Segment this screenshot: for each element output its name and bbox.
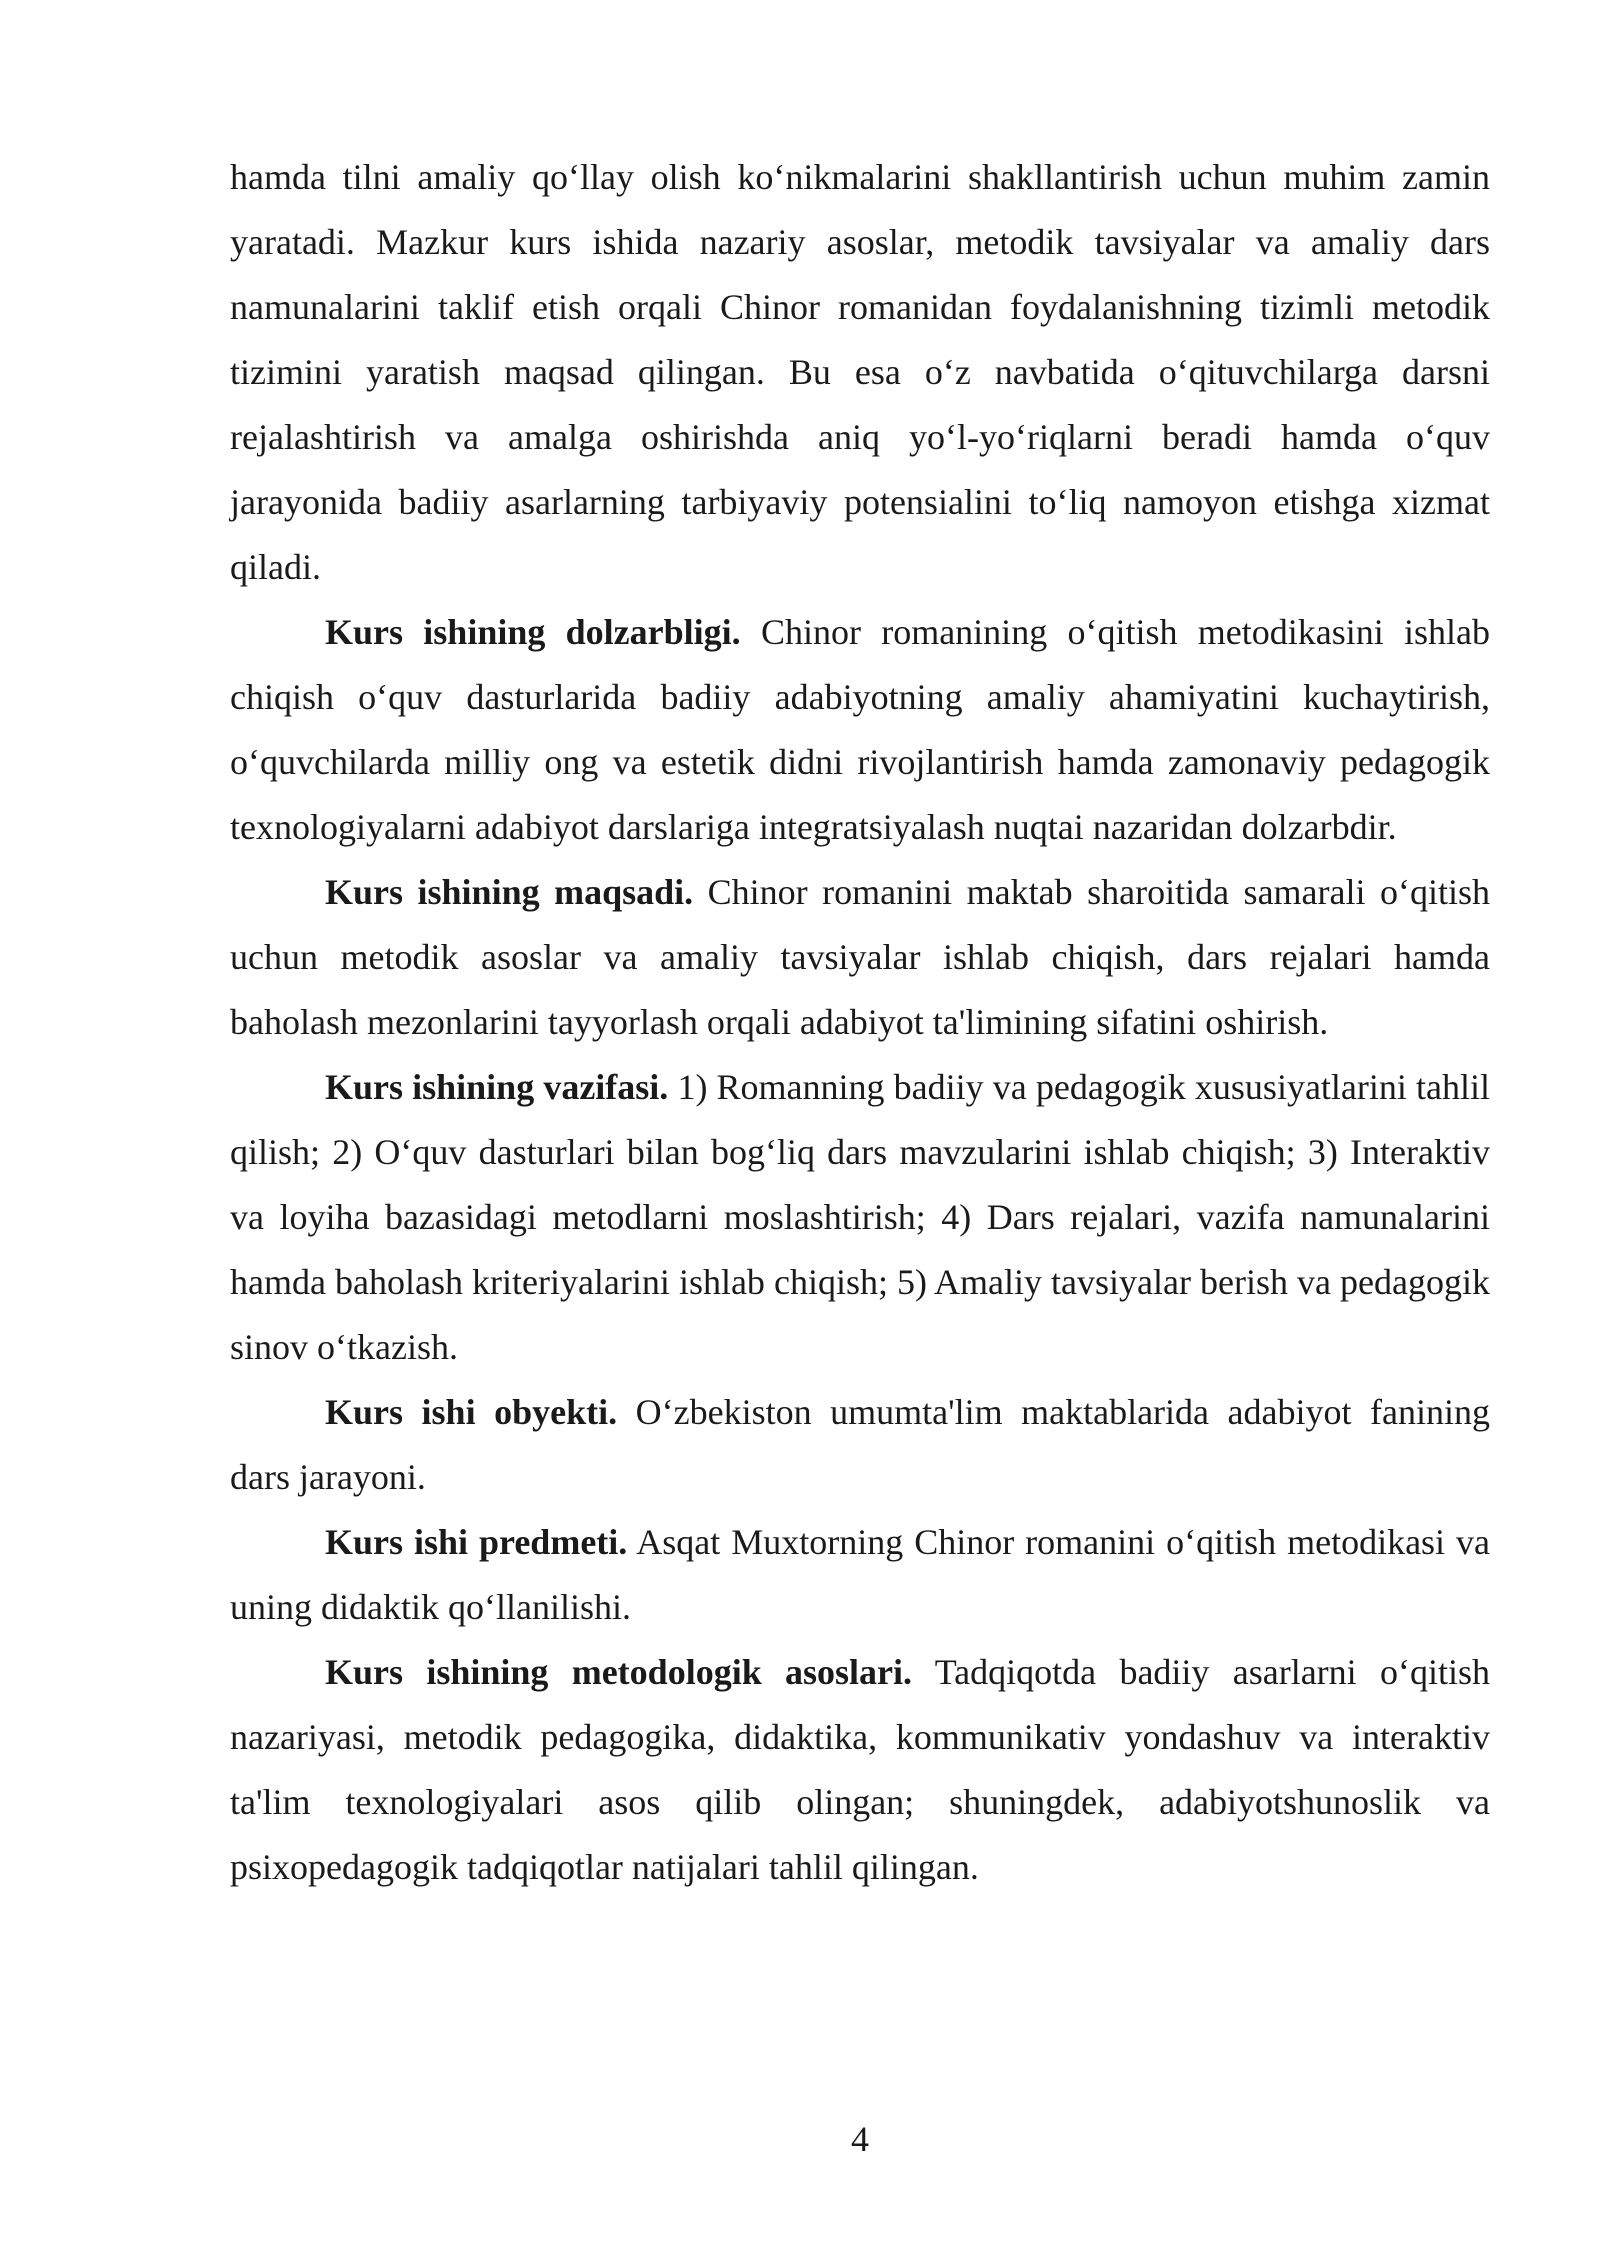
- paragraph-methodology: [230, 1640, 1490, 1900]
- paragraph-text: Chinor romanining o‘qitish metodikasini ishlab chiqish o‘quv dasturlarida badiiy adabiyotning amaliy ahamiyatini kuchaytirish, o‘quvchilarda milliy ong va estetik didni rivojlantirish hamda zamonaviy pedagogik texnologiyalarni adabiyot darslariga integratsiyalash nuqtai nazaridan dolzarbdir.: [230, 612, 1490, 847]
- paragraph-text: Tadqiqotda badiiy asarlarni o‘qitish nazariyasi, metodik pedagogika, didaktika, kommunikativ yondashuv va interaktiv ta'lim texnologiyalari asos qilib olingan; shuningdek, adabiyotshunoslik va psixopedagogik tadqiqotlar natijalari tahlil qilingan.: [230, 1652, 1490, 1887]
- paragraph-relevance: [230, 600, 1490, 860]
- paragraph-goal: [230, 860, 1490, 1055]
- paragraph-heading: Kurs ishi predmeti.: [325, 1522, 628, 1562]
- paragraph-tasks: [230, 1055, 1490, 1380]
- paragraph-intro-continuation: [230, 145, 1490, 600]
- paragraph-heading: Kurs ishining dolzarbligi.: [325, 612, 741, 652]
- paragraph-heading: Kurs ishi obyekti.: [325, 1392, 618, 1432]
- document-body: [230, 145, 1490, 1900]
- paragraph-heading: Kurs ishining maqsadi.: [325, 872, 694, 912]
- paragraph-heading: Kurs ishining vazifasi.: [325, 1067, 669, 1107]
- paragraph-text: 1) Romanning badiiy va pedagogik xususiyatlarini tahlil qilish; 2) O‘quv dasturlari bilan bog‘liq dars mavzularini ishlab chiqish; 3) Interaktiv va loyiha bazasidagi metodlarni moslashtirish; 4) Dars rejalari, vazifa namunalarini hamda baholash kriteriyalarini ishlab chiqish; 5) Amaliy tavsiyalar berish va pedagogik sinov o‘tkazish.: [230, 1067, 1490, 1367]
- page-number: 4: [851, 2119, 869, 2159]
- paragraph-object: [230, 1380, 1490, 1510]
- paragraph-text: hamda tilni amaliy qo‘llay olish ko‘nikmalarini shakllantirish uchun muhim zamin yaratadi. Mazkur kurs ishida nazariy asoslar, metodik tavsiyalar va amaliy dars namunalarini taklif etish orqali Chinor romanidan foydalanishning tizimli metodik tizimini yaratish maqsad qilingan. Bu esa o‘z navbatida o‘qituvchilarga darsni rejalashtirish va amalga oshirishda aniq yo‘l-yo‘riqlarni beradi hamda o‘quv jarayonida badiiy asarlarning tarbiyaviy potensialini to‘liq namoyon etishga xizmat qiladi.: [230, 157, 1490, 587]
- paragraph-text: O‘zbekiston umumta'lim maktablarida adabiyot fanining dars jarayoni.: [230, 1392, 1491, 1497]
- paragraph-text: Asqat Muxtorning Chinor romanini o‘qitish metodikasi va uning didaktik qo‘llanilishi.: [230, 1522, 1491, 1627]
- paragraph-text: Chinor romanini maktab sharoitida samarali o‘qitish uchun metodik asoslar va amaliy tavsiyalar ishlab chiqish, dars rejalari hamda baholash mezonlarini tayyorlash orqali adabiyot ta'limining sifatini oshirish.: [230, 872, 1491, 1042]
- paragraph-heading: Kurs ishining metodologik asoslari.: [325, 1652, 913, 1692]
- paragraph-subject: [230, 1510, 1490, 1640]
